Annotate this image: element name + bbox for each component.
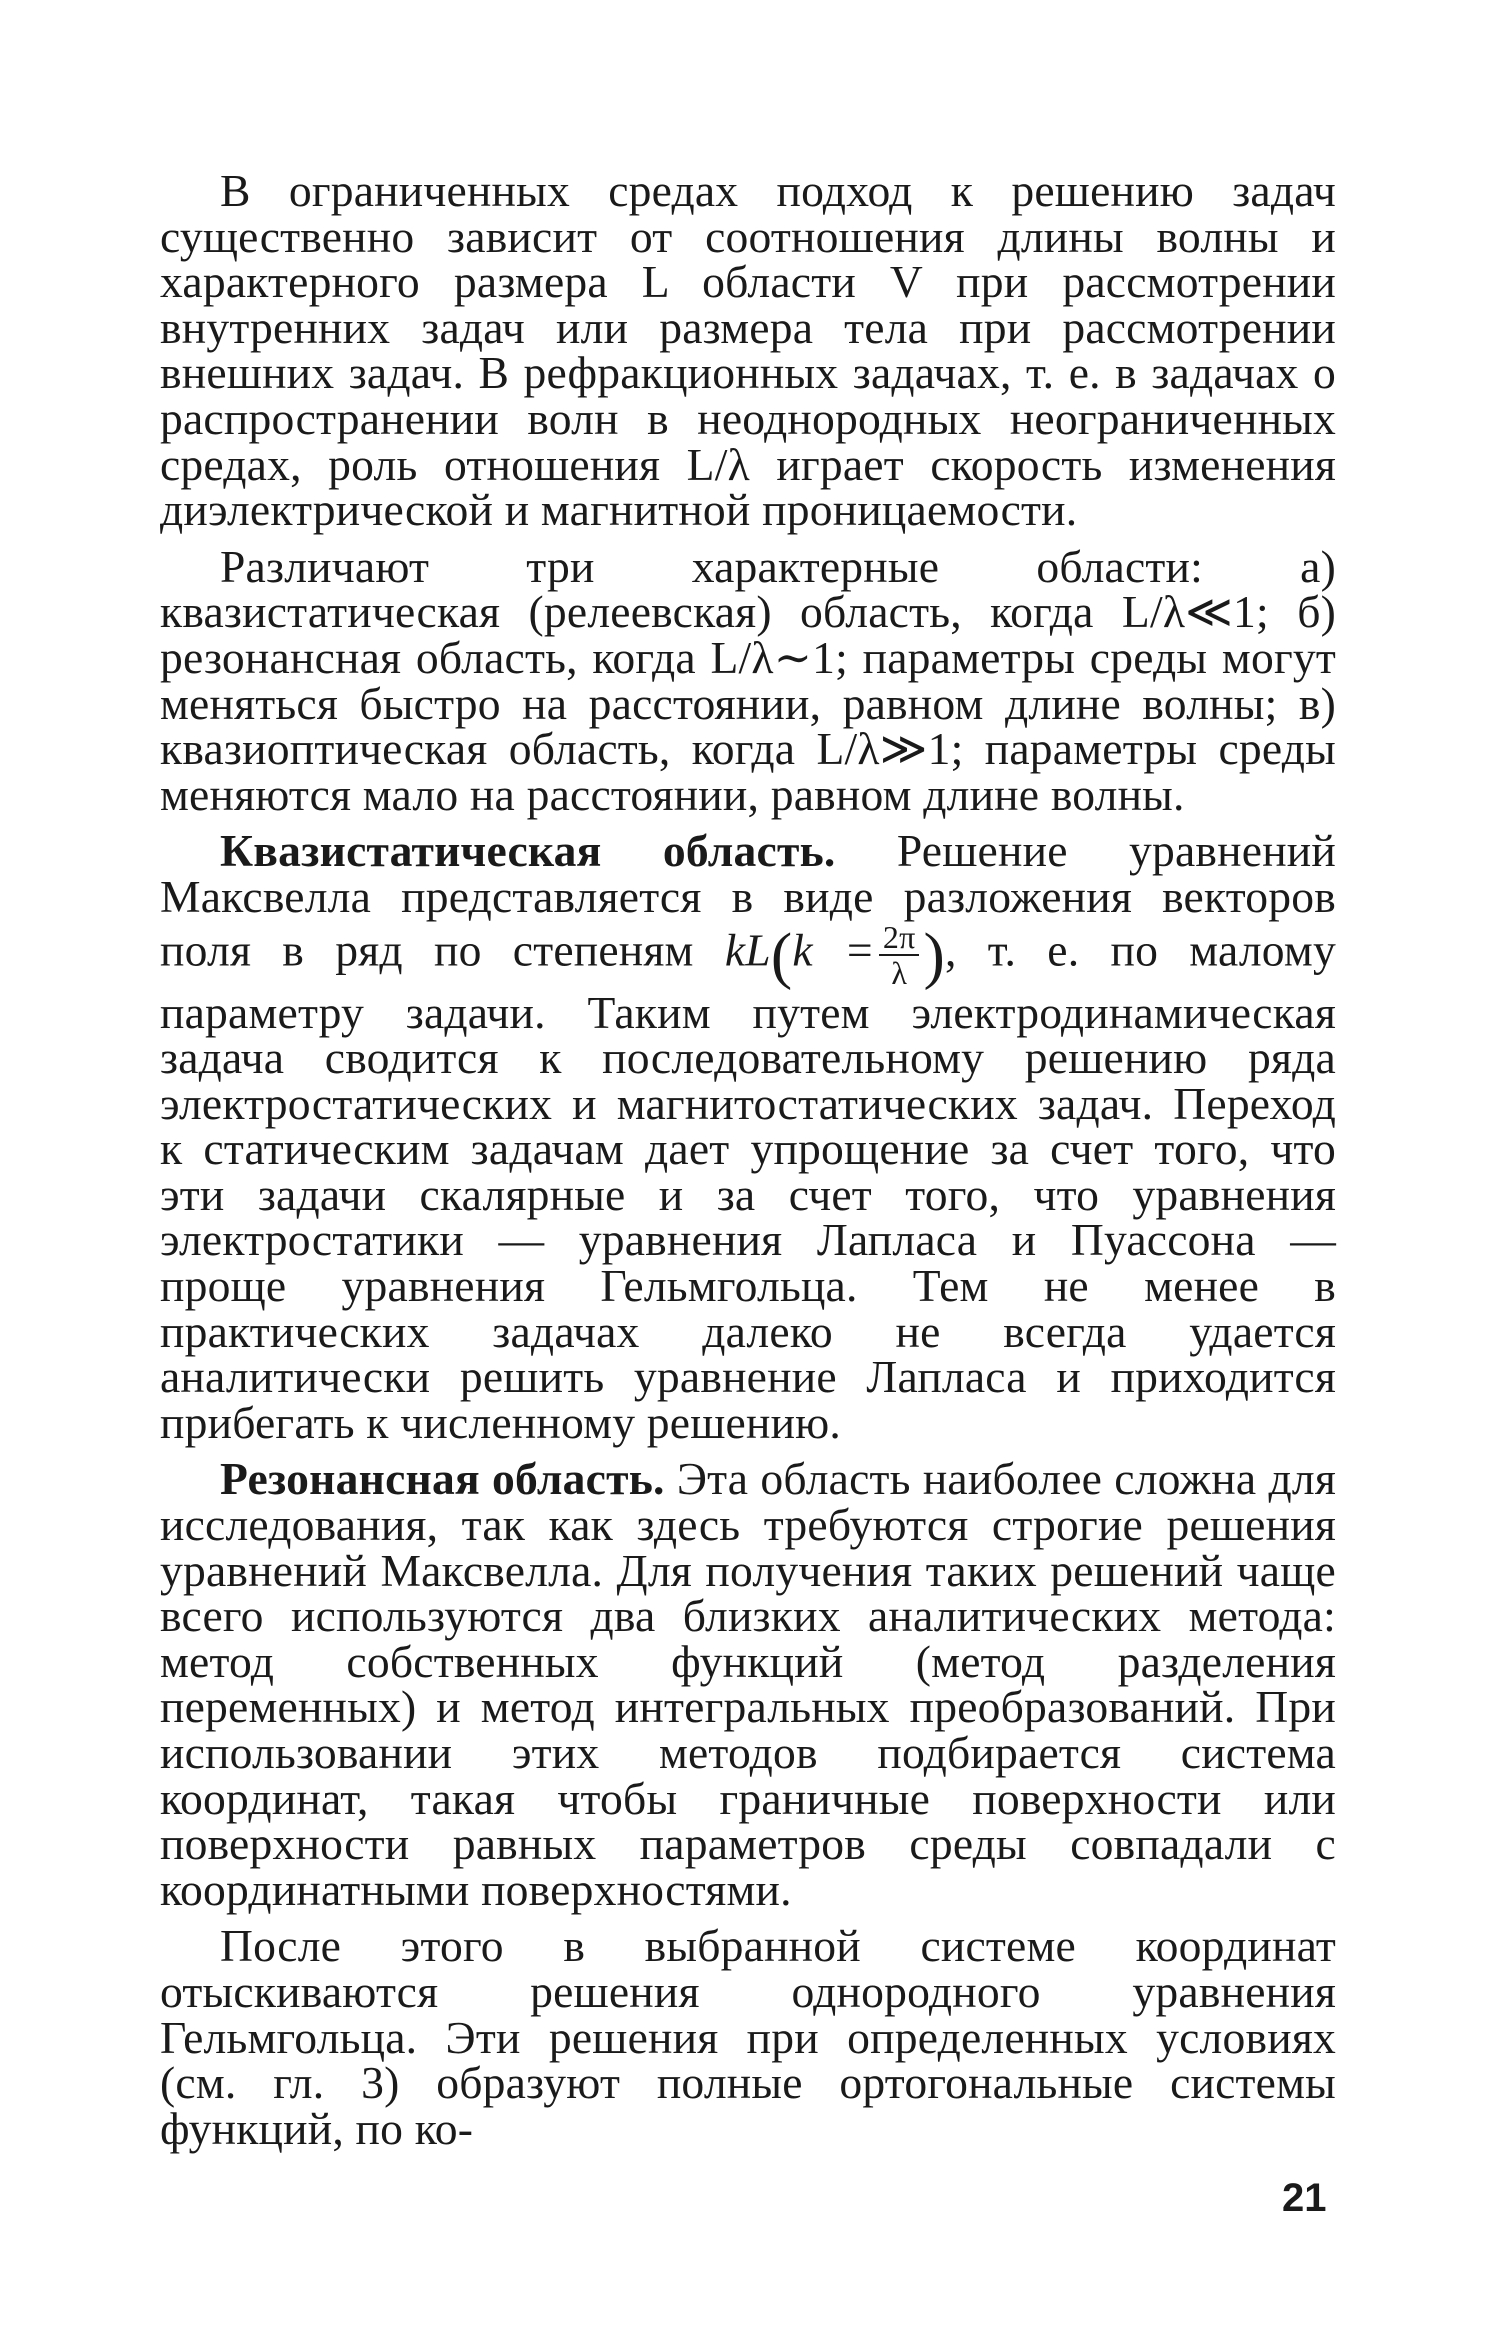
- paragraph-4-text: Эта область наиболее сложна для исследования, так как здесь требуются строгие решения уравнений Максвелла. Для получения таких решений чаще всего используются два близких аналитических метода: метод собственных функций (метод разделения переменных) и метод интегральных преобразований. При использовании этих методов подбирается система координат, такая чтобы граничные поверхности или поверхности равных параметров среды совпадали с координатными поверхностями.: [160, 1453, 1336, 1915]
- paragraph-1: В ограниченных средах подход к решению задач существенно зависит от соотношения длины волны и характерного размера L области V при рассмотрении внутренних задач или размера тела при рассмотрении внешних задач. В рефракционных задачах, т. е. в задачах о распространении волн в неоднородных неограниченных средах, роль отношения L/λ играет скорость изменения диэлектрической и магнитной проницаемости.: [160, 165, 1336, 536]
- formula-var: k =: [792, 923, 875, 975]
- paragraph-3-text-before: Решение уравнений Максвелла представляется в виде разложения векторов поля в ряд по степеням: [160, 825, 1336, 975]
- paragraph-2: Различают три характерные области: а) квазистатическая (релеевская) область, когда L/λ≪1; б) резонансная область, когда L/λ∼1; параметры среды могут меняться быстро на расстоянии, равном длине волны; в) квазиоптическая область, когда L/λ≫1; параметры среды меняются мало на расстоянии, равном длине волны.: [160, 540, 1336, 820]
- paragraph-4: [160, 1453, 1336, 1915]
- formula-denominator: λ: [891, 954, 908, 991]
- formula-open-paren: (: [770, 919, 793, 990]
- paragraph-5: После этого в выбранной системе координат отыскиваются решения однородного уравнения Гельмгольца. Эти решения при определенных условиях (см. гл. 3) образуют полные ортогональные системы функций, по ко-: [160, 1920, 1336, 2154]
- text-column: [160, 165, 1336, 2162]
- formula-numerator: 2π: [879, 920, 920, 956]
- formula-fraction: [879, 920, 920, 990]
- heading-quasistatic: Квазистатическая область.: [220, 825, 836, 877]
- paragraph-3: [160, 825, 1336, 1448]
- page-number: 21: [1282, 2176, 1327, 2220]
- formula-lhs: kL: [724, 923, 771, 975]
- heading-resonance: Резонансная область.: [220, 1453, 665, 1505]
- formula-close-paren: ): [923, 919, 945, 990]
- paragraph-3-text-after: , т. е. по малому параметру задачи. Таким путем электродинамическая задача сводится к последовательному решению ряда электростатических и магнитостатических задач. Переход к статическим задачам дает упрощение за счет того, что эти задачи скалярные и за счет того, что уравнения электростатики — уравнения Лапласа и Пуассона — проще уравнения Гельмгольца. Тем не менее в практических задачах далеко не всегда удается аналитически решить уравнение Лапласа и приходится прибегать к численному решению.: [160, 923, 1336, 1448]
